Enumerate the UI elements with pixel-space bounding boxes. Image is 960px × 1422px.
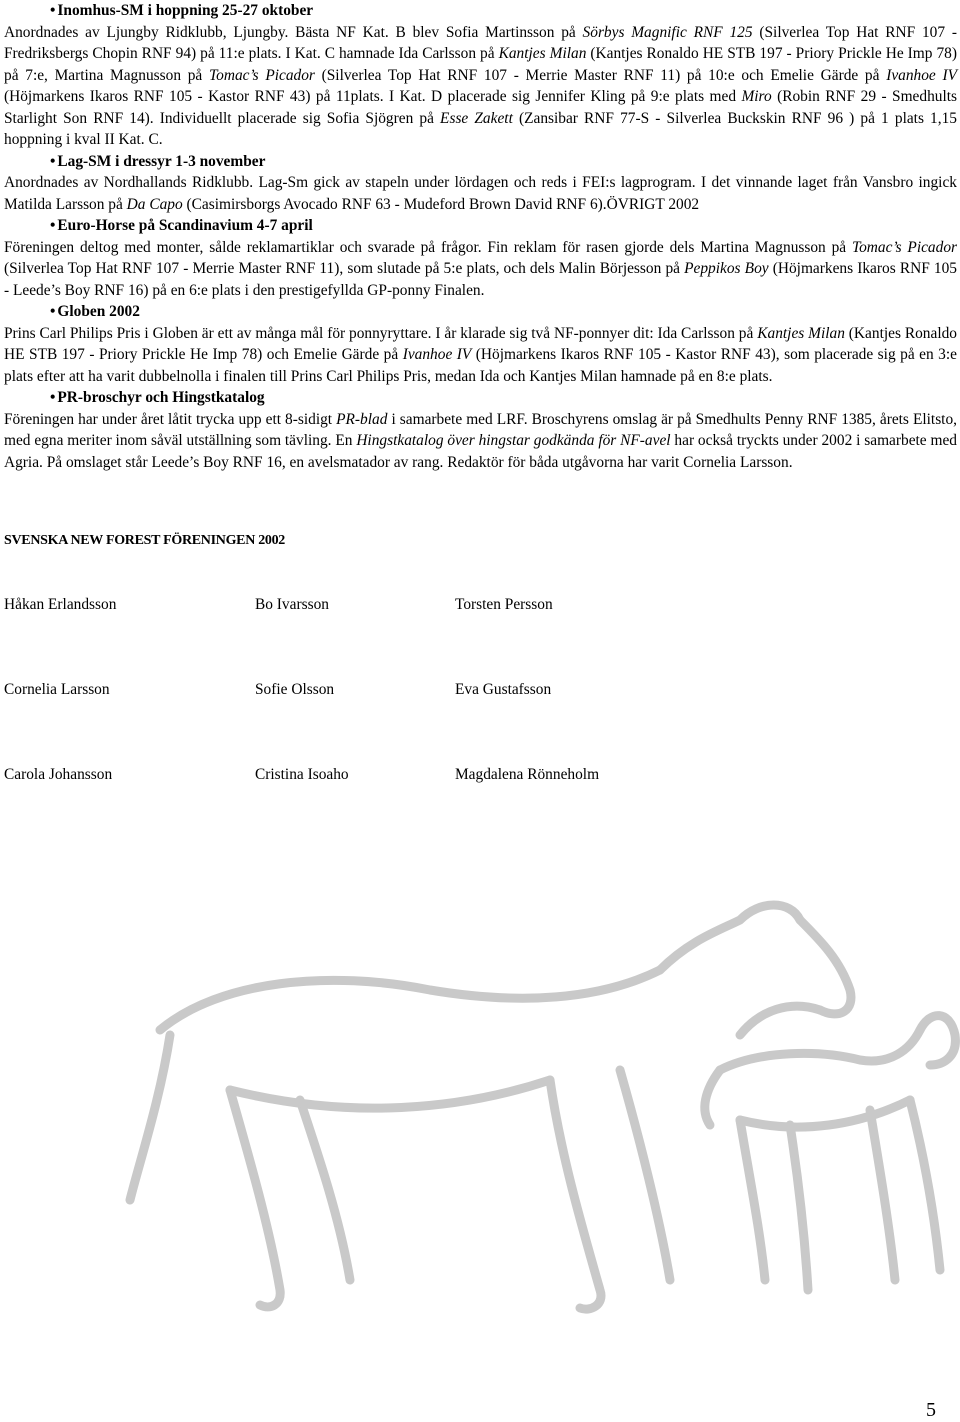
text-run: (Zansibar RNF 77-S - Silverlea Buckskin RNF 96 ) på 1 plats 1,15 hoppning i kval II Kat. C. [4,109,957,148]
section-paragraph [4,22,957,151]
horse-name: PR-blad [336,410,388,428]
text-run: Prins Carl Philips Pris i Globen är ett av många mål för ponnyryttare. I år klarade sig två NF-ponnyer dit: Ida Carlsson på [4,324,758,342]
text-run: (Silverlea Top Hat RNF 107 - Fredriksbergs Chopin RNF 94) på 11:e plats. I Kat. C hamnade Ida Carlsson på [4,23,957,62]
text-run: (Höjmarkens Ikaros RNF 105 - Kastor RNF 43), som placerade sig på en 3:e plats efter att ha varit dubbelnolla i finalen till Prins Carl Philips Pris, medan Ida och Kantjes Milan hamnade på en 8:e plats. [4,346,957,385]
section-paragraph [4,172,957,215]
horse-name: Hingstkatalog över hingstar godkända för NF-avel [356,432,671,449]
section-heading-text: Globen 2002 [57,303,140,320]
horse-name: Kantjes Milan [498,45,587,62]
bullet-icon: • [50,152,56,170]
text-run: (Höjmarkens Ikaros RNF 105 - Kastor RNF 43) på 11plats. I Kat. D placerade sig Jennifer Kling på 9:e plats med [4,88,742,105]
section-heading-text: Euro-Horse på Scandinavium 4-7 april [57,217,313,234]
horse-name: Miro [741,88,772,105]
horse-name: Ivanhoe IV [402,346,472,363]
text-run: (Silverlea Top Hat RNF 107 - Merrie Master RNF 11), som slutade på 5:e plats, och dels Malin Börjesson på [4,260,685,277]
horse-name: Da Capo [126,195,183,213]
section-heading [4,151,957,173]
horse-name: Tomac’s Picador [208,66,315,84]
text-run: (Höjmarkens Ikaros RNF 105 - Leede’s Boy RNF 16) på en 6:e plats i den prestigefyllda GP-ponny Finalen. [4,260,957,299]
board-member: Bo Ivarsson [255,596,329,613]
text-run: (Robin RNF 29 - Smedhults Starlight Son RNF 14). Individuellt placerade sig Sofia Sjögren på [4,88,958,127]
text-run: Föreningen har under året låtit trycka upp ett 8-sidigt [4,410,337,428]
text-run: Anordnades av Ljungby Ridklubb, Ljungby. Bästa NF Kat. B blev Sofia Martinsson på [4,23,583,41]
section-heading [4,215,957,237]
horse-name: Ivanhoe IV [886,66,957,84]
text-run: (Casimirsborgs Avocado RNF 63 - Mudeford Brown David RNF 6).ÖVRIGT 2002 [182,195,700,213]
horse-name: Sörbys Magnific RNF 125 [582,23,753,41]
text-run: (Kantjes Ronaldo HE STB 197 - Priory Prickle He Imp 78) på 7:e, Martina Magnusson på [4,45,957,84]
board-member: Sofie Olsson [255,681,335,698]
article-body [4,0,957,473]
board-member: Eva Gustafsson [455,681,552,698]
text-run: i samarbete med LRF. Broschyrens omslag är på Smedhults Penny RNF 1385, årets Elitsto, med egna meriter inom såväl utställning som tävling. En [4,410,958,449]
board-member: Magdalena Rönneholm [455,766,600,783]
text-run: (Kantjes Ronaldo HE STB 197 - Priory Prickle He Imp 78) och Emelie Gärde på [4,324,957,363]
section-heading-text: PR-broschyr och Hingstkatalog [57,389,265,406]
horse-name: Peppikos Boy [684,260,769,277]
board-member: Carola Johansson [4,766,113,783]
horse-name: Esse Zakett [440,109,513,127]
section-heading [4,387,957,409]
board-member: Cornelia Larsson [4,681,110,698]
section-heading-text: Inomhus-SM i hoppning 25-27 oktober [57,2,314,19]
board-member: Cristina Isoaho [255,766,349,783]
section-paragraph [4,409,957,474]
bullet-icon: • [50,389,56,406]
section-paragraph [4,237,957,302]
bullet-icon: • [50,2,56,19]
horse-name: Tomac’s Picador [851,238,958,256]
bullet-icon: • [50,217,56,234]
section-heading [4,0,957,22]
horse-name: Kantjes Milan [757,324,845,342]
board-title: SVENSKA NEW FOREST FÖRENINGEN 2002 [4,533,286,548]
bullet-icon: • [50,303,56,320]
text-run: Anordnades av Nordhallands Ridklubb. Lag-Sm gick av stapeln under lördagen och reds i FEI:s lagprogram. I det vinnande laget från Vansbro ingick Matilda Larsson på [4,174,957,213]
section-heading [4,301,957,323]
board-member: Torsten Persson [455,596,553,613]
text-run: har också tryckts under 2002 i samarbete med Agria. På omslaget står Leede’s Boy RNF 16, en avelsmatador av rang. Redaktör för båda utgåvorna har varit Cornelia Larsson. [4,432,957,471]
section-paragraph [4,323,957,388]
text-run: (Silverlea Top Hat RNF 107 - Merrie Master RNF 11) på 10:e och Emelie Gärde på [314,66,887,84]
horse-and-foal-icon [100,860,960,1360]
text-run: Föreningen deltog med monter, sålde reklamartiklar och svarade på frågor. Fin reklam för rasen gjorde dels Martina Magnusson på [4,238,852,256]
board-member: Håkan Erlandsson [4,596,117,613]
page-number: 5 [926,1399,936,1421]
section-heading-text: Lag-SM i dressyr 1-3 november [57,152,266,170]
